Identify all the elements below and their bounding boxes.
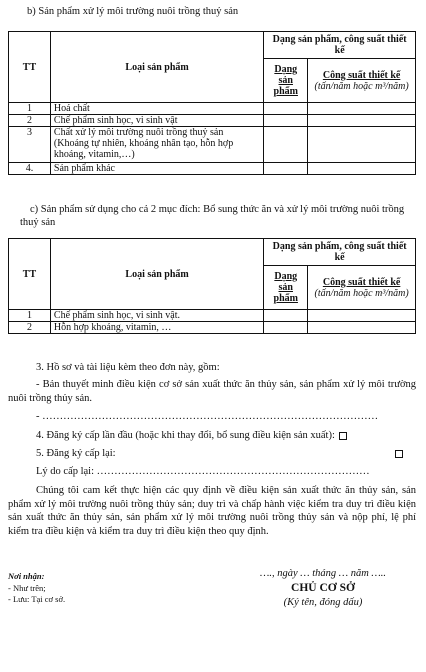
commitment-paragraph: Chúng tôi cam kết thực hiện các quy định về điều kiện sản xuất thức ăn thủy sản, sản phẩm xử lý môi trường nuôi trồng thủy sản; duy trì và chấp hành việc kiểm tra duy trì điều kiện sản xuất thức ăn thủy sản, sản phẩm xử lý môi trường nuôi trồng thủy sản và nộp phí, lệ phí kiểm tra điều kiện và kiểm tra duy trì điều kiện theo quy định. bbox=[8, 485, 416, 537]
item-5-text: 5. Đăng ký cấp lại: bbox=[36, 448, 116, 459]
table-row: 1 Chế phẩm sinh học, vi sinh vật. bbox=[9, 310, 416, 322]
item-4-line bbox=[36, 429, 416, 443]
item-5-line bbox=[36, 447, 416, 461]
col-header-form: Dạng sản phẩm bbox=[264, 266, 308, 310]
table-row: 1 Hoá chất bbox=[9, 103, 416, 115]
date-line: …., ngày … tháng … năm ….. bbox=[259, 568, 386, 579]
section-b-title: b) Sản phẩm xử lý môi trường nuôi trồng thuỷ sản bbox=[27, 6, 239, 17]
item-5-checkbox[interactable] bbox=[395, 450, 403, 458]
item-3-title: 3. Hồ sơ và tài liệu kèm theo đơn này, gồm: bbox=[36, 362, 220, 373]
col-header-tt: TT bbox=[9, 32, 51, 103]
section-c-title: c) Sản phẩm sử dụng cho cả 2 mục đích: Bổ sung thức ăn và xử lý môi trường nuôi trồng thuỷ sản bbox=[20, 204, 405, 228]
col-header-group: Dạng sản phẩm, công suất thiết kế bbox=[264, 32, 416, 59]
col-header-product: Loại sản phẩm bbox=[50, 32, 263, 103]
reason-line: Lý do cấp lại: …………………………………………………………………… bbox=[36, 466, 370, 477]
col-header-form: Dạng sản phẩm bbox=[264, 59, 308, 103]
signer-note: (Ký tên, đóng dấu) bbox=[283, 597, 363, 608]
item-4-text: 4. Đăng ký cấp lần đầu (hoặc khi thay đổi, bổ sung điều kiện sản xuất): bbox=[36, 430, 335, 441]
section-c-table bbox=[8, 238, 416, 334]
signer-title: CHỦ CƠ SỞ bbox=[291, 582, 355, 594]
table-row: 4. Sản phẩm khác bbox=[9, 163, 416, 175]
item-4-checkbox[interactable] bbox=[339, 432, 347, 440]
section-b-table bbox=[8, 31, 416, 175]
table-row: 2 Chế phẩm sinh học, vi sinh vật bbox=[9, 115, 416, 127]
table-row: 2 Hỗn hợp khoáng, vitamin, … bbox=[9, 322, 416, 334]
col-header-capacity: Công suất thiết kế (tấn/năm hoặc m³/năm) bbox=[308, 59, 416, 103]
col-header-capacity: Công suất thiết kế (tấn/năm hoặc m³/năm) bbox=[308, 266, 416, 310]
col-header-group: Dạng sản phẩm, công suất thiết kế bbox=[264, 239, 416, 266]
recipient-2: - Lưu: Tại cơ sở. bbox=[8, 594, 66, 604]
col-header-tt: TT bbox=[9, 239, 51, 310]
table-row: 3 Chất xử lý môi trường nuôi trồng thuỷ sản (Khoáng tự nhiên, khoáng nhân tạo, hỗn hợp khoáng, vitamin,…) bbox=[9, 127, 416, 163]
recipient-1: - Như trên; bbox=[8, 583, 46, 593]
item-3-blank-line: - …………………………………………………………………………………… bbox=[36, 411, 379, 422]
recipients-title: Nơi nhận: bbox=[8, 571, 45, 581]
col-header-product: Loại sản phẩm bbox=[50, 239, 263, 310]
item-3-description: - Bản thuyết minh điều kiện cơ sở sản xuất thức ăn thủy sản, sản phẩm xử lý môi trường nuôi trồng thủy sản. bbox=[8, 379, 416, 404]
